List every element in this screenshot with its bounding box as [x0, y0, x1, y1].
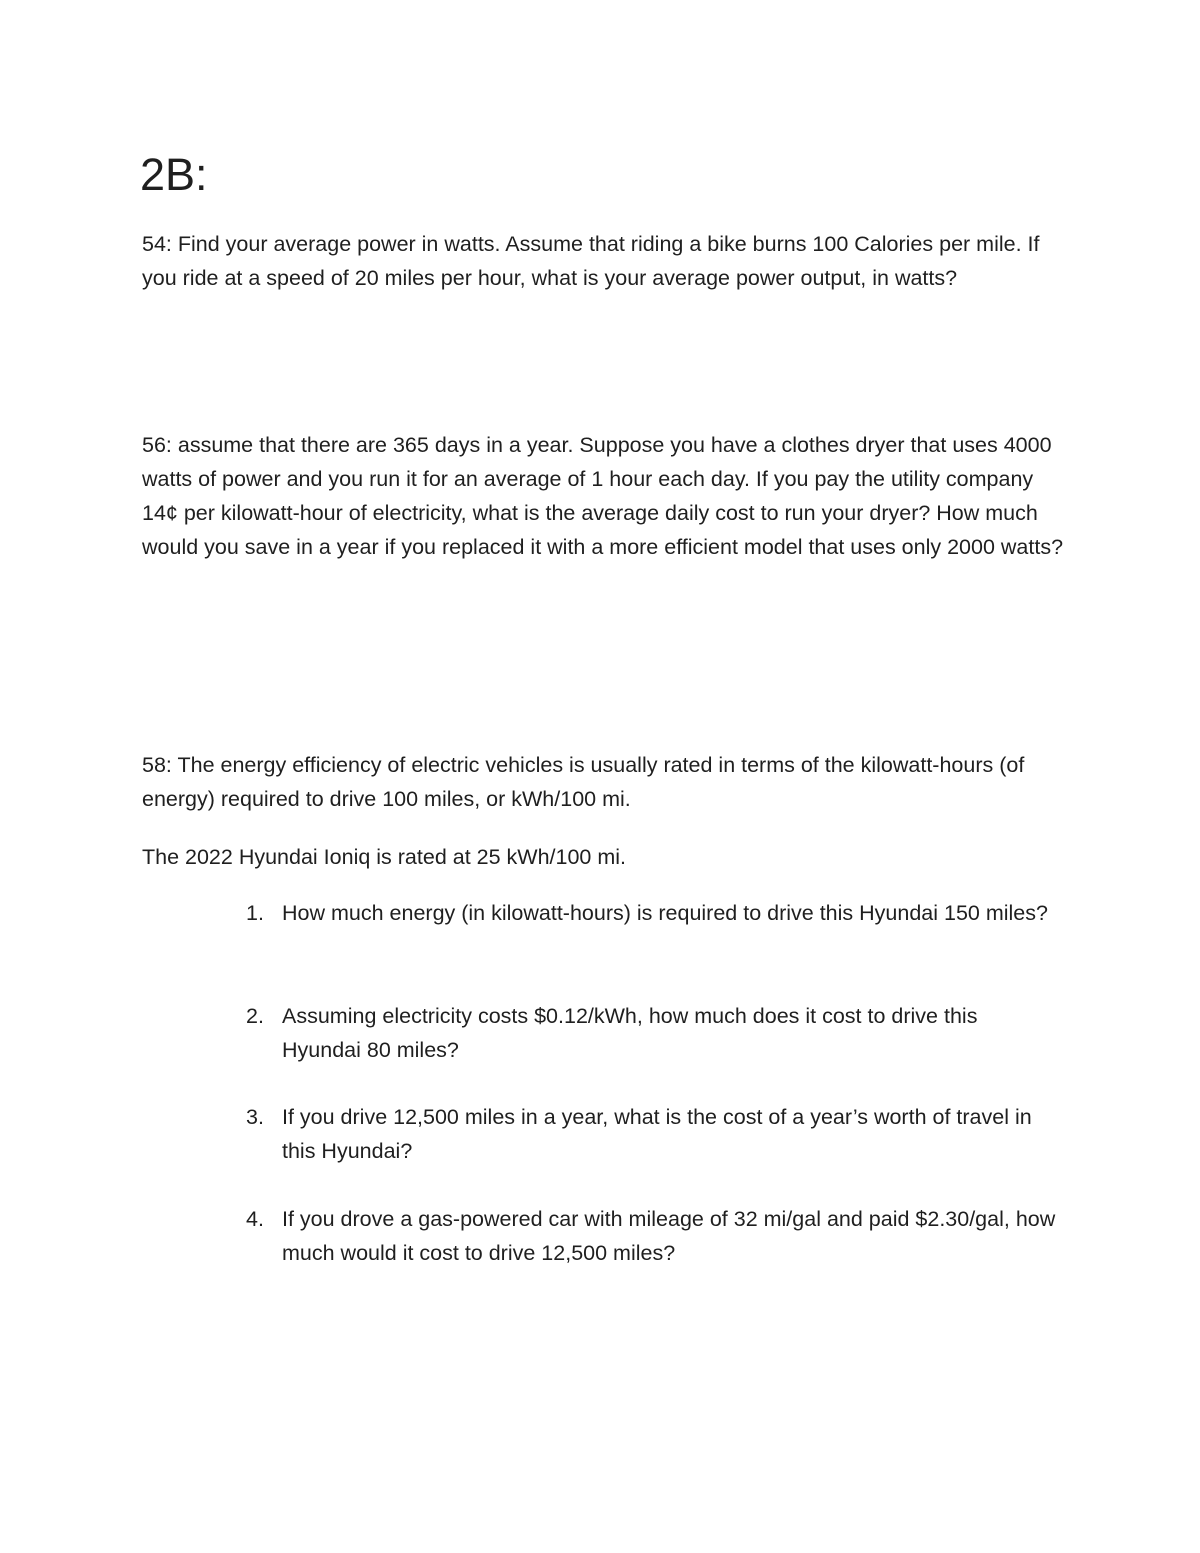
- list-item-text: If you drive 12,500 miles in a year, what is the cost of a year’s worth of travel in this Hyundai?: [282, 1105, 1032, 1163]
- section-heading: 2B:: [140, 149, 208, 200]
- question-58-intro: 58: The energy efficiency of electric vehicles is usually rated in terms of the kilowatt-hours (of energy) required to drive 100 miles, or kWh/100 mi.: [142, 753, 1025, 811]
- list-item-number: 1.: [246, 901, 264, 925]
- list-item-number: 4.: [246, 1207, 264, 1231]
- question-58-rating: The 2022 Hyundai Ioniq is rated at 25 kWh/100 mi.: [142, 845, 627, 869]
- list-item-text: If you drove a gas-powered car with mileage of 32 mi/gal and paid $2.30/gal, how much would it cost to drive 12,500 miles?: [282, 1207, 1056, 1265]
- question-54: 54: Find your average power in watts. Assume that riding a bike burns 100 Calories per mile. If you ride at a speed of 20 miles per hour, what is your average power output, in watts?: [142, 232, 1040, 290]
- list-item-text: Assuming electricity costs $0.12/kWh, how much does it cost to drive this Hyundai 80 miles?: [282, 1004, 978, 1062]
- question-56: 56: assume that there are 365 days in a year. Suppose you have a clothes dryer that uses 4000 watts of power and you run it for an average of 1 hour each day. If you pay the utility company 14¢ per kilowatt-hour of electricity, what is the average daily cost to run your dryer? How much would you save in a year if you replaced it with a more efficient model that uses only 2000 watts?: [142, 433, 1064, 559]
- list-item-text: How much energy (in kilowatt-hours) is required to drive this Hyundai 150 miles?: [282, 901, 1048, 925]
- list-item-number: 3.: [246, 1105, 264, 1129]
- list-item-number: 2.: [246, 1004, 264, 1028]
